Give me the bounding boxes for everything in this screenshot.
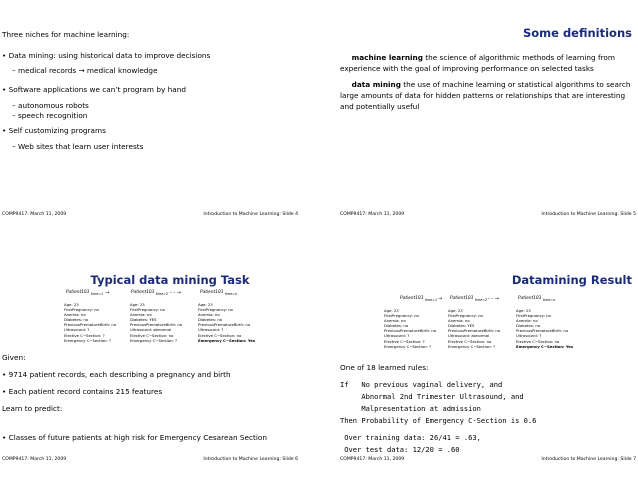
slide6-title: Typical data mining Task bbox=[90, 273, 250, 287]
patient-label-3: Patient103 $_{time=n}$ bbox=[518, 296, 556, 302]
slide6-footer bbox=[2, 457, 300, 462]
slide-7 bbox=[338, 245, 638, 471]
arrow-1: → bbox=[438, 296, 443, 302]
footer-right: Introduction to Machine Learning: Slide 4 bbox=[203, 212, 298, 217]
given-bullet-2: • Each patient record contains 215 features bbox=[2, 387, 163, 396]
slide4-sub-2: – autonomous robots bbox=[12, 101, 89, 110]
footer-left: COMP9417: March 11, 2009 bbox=[340, 457, 405, 462]
slide4-bullet-1: • Data mining: using historical data to improve decisions bbox=[2, 51, 211, 60]
slide4-footer bbox=[2, 212, 300, 217]
slide7-title: Datamining Result bbox=[511, 273, 632, 287]
arrow-1: → bbox=[105, 290, 110, 296]
slide5-title: Some definitions bbox=[522, 26, 632, 40]
record-column-3: Age: 23 FirstPregnancy: no Anemia: no Diabetes: no PreviousPrematureBirth: no Ultrasound: ? Elective C−Section: no Emergency C−Section: Yes bbox=[198, 302, 256, 343]
footer-left: COMP9417: March 11, 2009 bbox=[2, 212, 67, 217]
definition-machine-learning bbox=[340, 52, 638, 74]
slide4-sub-3: – speech recognition bbox=[12, 111, 88, 120]
slide4-bullet-2: • Software applications we can’t program by hand bbox=[2, 85, 186, 94]
footer-right: Introduction to Machine Learning: Slide 7 bbox=[541, 457, 636, 462]
slide-4 bbox=[0, 0, 300, 226]
rules-heading: One of 18 learned rules: bbox=[340, 363, 429, 372]
record-column-3: Age: 23 FirstPregnancy: no Anemia: no Diabetes: no PreviousPrematureBirth: no Ultrasound: ? Elective C−Section: no Emergency C−Section: Yes bbox=[516, 308, 574, 349]
patient-label-1: Patient103 $_{time=1}$ bbox=[400, 296, 438, 302]
footer-left: COMP9417: March 11, 2009 bbox=[2, 457, 67, 462]
term-machine-learning: machine learning bbox=[351, 53, 423, 62]
arrow-2: - - → bbox=[488, 296, 499, 302]
given-label: Given: bbox=[2, 353, 26, 362]
rule-block: If No previous vaginal delivery, and Abnormal 2nd Trimester Ultrasound, and Malpresentation at admission Then Probability of Emergency C-Section is 0.6 bbox=[340, 380, 537, 425]
footer-right: Introduction to Machine Learning: Slide 6 bbox=[203, 457, 298, 462]
slide5-footer bbox=[340, 212, 638, 217]
patient-label-3: Patient103 $_{time=n}$ bbox=[200, 290, 238, 296]
record-column-1: Age: 23 FirstPregnancy: no Anemia: no Diabetes: no PreviousPrematureBirth: no Ultrasound: ? Elective C−Section: ? Emergency C−Section: ? bbox=[64, 302, 117, 343]
slide4-bullet-3: • Self customizing programs bbox=[2, 126, 106, 135]
slide7-footer bbox=[340, 457, 638, 462]
footer-right: Introduction to Machine Learning: Slide 5 bbox=[541, 212, 636, 217]
learn-label: Learn to predict: bbox=[2, 404, 63, 413]
slide-6 bbox=[0, 245, 300, 471]
record-column-2: Age: 23 FirstPregnancy: no Anemia: no Diabetes: YES PreviousPrematureBirth: no Ultrasound: abnormal Elective C−Section: no Emergency C−Section: ? bbox=[448, 308, 501, 349]
slide4-sub-1: – medical records → medical knowledge bbox=[12, 66, 158, 75]
stats-block: Over training data: 26/41 = .63, Over test data: 12/20 = .60 bbox=[340, 433, 481, 454]
arrow-2: - - → bbox=[170, 290, 181, 296]
def-machine-learning-text: the science of algorithmic methods of learning from experience with the goal of improving performance on selected tasks bbox=[340, 53, 615, 73]
learn-bullet-1: • Classes of future patients at high risk for Emergency Cesarean Section bbox=[2, 433, 267, 442]
patient-label-2: Patient103 $_{time=2}$ bbox=[131, 290, 169, 296]
footer-left: COMP9417: March 11, 2009 bbox=[340, 212, 405, 217]
given-bullet-1: • 9714 patient records, each describing a pregnancy and birth bbox=[2, 370, 231, 379]
slide4-heading: Three niches for machine learning: bbox=[2, 30, 130, 39]
patient-label-1: Patient103 $_{time=1}$ bbox=[66, 290, 104, 296]
slide-5 bbox=[338, 0, 638, 226]
term-data-mining: data mining bbox=[351, 80, 401, 89]
def-data-mining-text: the use of machine learning or statistical algorithms to search large amounts of data for hidden patterns or relationships that are interesting and potentially useful bbox=[340, 80, 631, 111]
record-column-1: Age: 23 FirstPregnancy: no Anemia: no Diabetes: no PreviousPrematureBirth: no Ultrasound: ? Elective C−Section: ? Emergency C−Section: ? bbox=[384, 308, 437, 349]
patient-label-2: Patient103 $_{time=2}$ bbox=[450, 296, 488, 302]
definition-data-mining bbox=[340, 79, 638, 112]
slide4-sub-4: – Web sites that learn user interests bbox=[12, 142, 144, 151]
record-column-2: Age: 23 FirstPregnancy: no Anemia: no Diabetes: YES PreviousPrematureBirth: no Ultrasound: abnormal Elective C−Section: no Emergency C−Section: ? bbox=[130, 302, 183, 343]
